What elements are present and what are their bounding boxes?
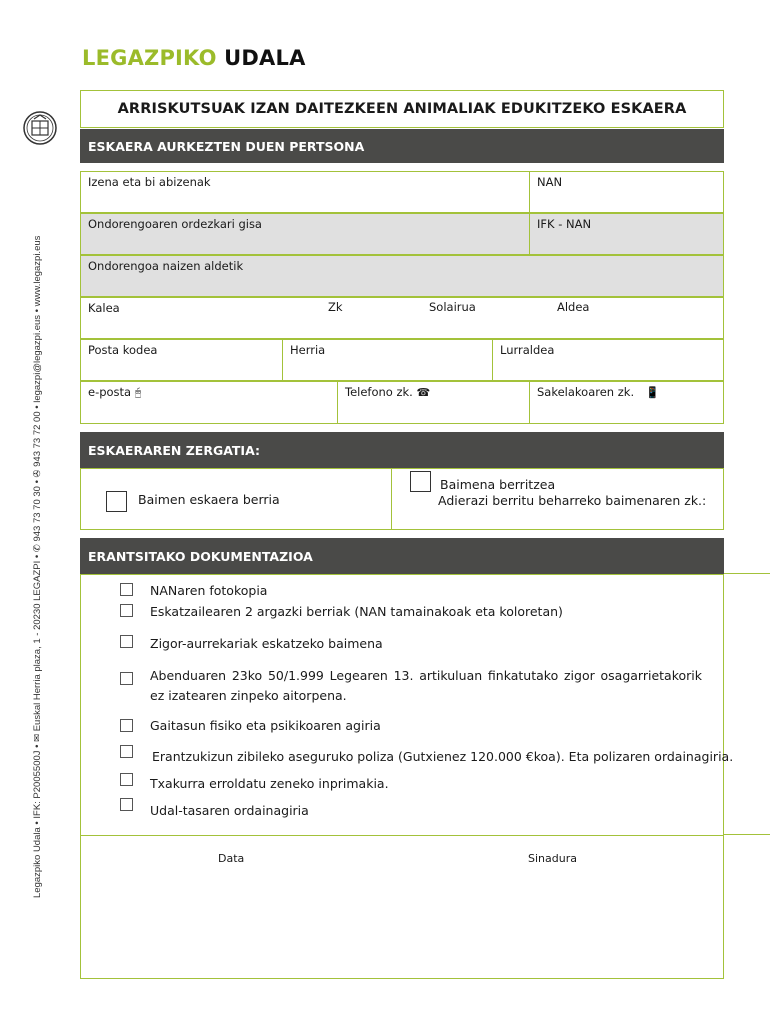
name-field[interactable]: Izena eta bi abizenak	[80, 171, 530, 213]
mouse-icon: 🖰	[134, 386, 142, 399]
extension-line	[724, 834, 770, 835]
new-request-label: Baimen eskaera berria	[138, 492, 280, 507]
doc-checkbox[interactable]	[120, 635, 133, 648]
capacity-field[interactable]: Ondorengoa naizen aldetik	[80, 255, 724, 297]
list-item: Udal-tasaren ordainagiria	[150, 803, 309, 818]
section-documents-header: ERANTSITAKO DOKUMENTAZIOA	[80, 538, 724, 574]
side-label: Aldea	[557, 300, 590, 314]
form-title-box	[80, 90, 724, 128]
mobile-phone-icon: 📱	[645, 386, 660, 399]
representative-field[interactable]: Ondorengoaren ordezkari gisa	[80, 213, 530, 255]
address-row[interactable]	[80, 297, 724, 339]
floor-label: Solairua	[429, 300, 476, 314]
municipality-logo	[82, 46, 306, 70]
ifk-nan-field[interactable]: IFK - NAN	[529, 213, 724, 255]
doc-checkbox[interactable]	[120, 798, 133, 811]
form-title: ARRISKUTSUAK IZAN DAITEZKEEN ANIMALIAK EDUKITZEKO ESKAERA	[117, 101, 687, 117]
nan-field[interactable]: NAN	[529, 171, 724, 213]
logo-part-2: UDALA	[224, 46, 306, 70]
mobile-field[interactable]: Sakelakoaren zk. 📱	[529, 381, 724, 424]
list-item: Zigor-aurrekariak eskatzeko baimena	[150, 636, 383, 651]
phone-field[interactable]: Telefono zk. ☎	[337, 381, 530, 424]
list-item: Txakurra erroldatu zeneko inprimakia.	[150, 776, 389, 791]
telephone-icon: ☎	[416, 386, 431, 399]
doc-checkbox[interactable]	[120, 719, 133, 732]
province-field[interactable]: Lurraldea	[492, 339, 724, 381]
list-item: NANaren fotokopia	[150, 583, 268, 598]
doc-checkbox[interactable]	[120, 745, 133, 758]
renewal-label: Baimena berritzea	[440, 477, 556, 492]
town-field[interactable]: Herria	[282, 339, 493, 381]
municipal-seal-icon	[22, 110, 58, 146]
doc-checkbox[interactable]	[120, 773, 133, 786]
signature-box[interactable]	[80, 835, 724, 979]
new-request-checkbox[interactable]	[106, 491, 127, 512]
email-field[interactable]: e-posta 🖰	[80, 381, 338, 424]
list-item: Erantzukizun zibileko aseguruko poliza (Gutxienez 120.000 €koa). Eta polizaren ordainagiria.	[152, 749, 734, 764]
number-label: Zk	[328, 300, 343, 314]
section-applicant-header: ESKAERA AURKEZTEN DUEN PERTSONA	[80, 129, 724, 163]
renewal-number-label: Adierazi berritu beharreko baimenaren zk.:	[438, 493, 707, 508]
date-label: Data	[218, 852, 245, 865]
doc-checkbox[interactable]	[120, 672, 133, 685]
contact-info-vertical: Legazpiko Udala • IFK: P2005500J • ✉ Euskal Herria plaza, 1 - 20230 LEGAZPI • ✆ 943 73 70 30 • ✇ 943 73 72 00 • legazpi@legazpi.eus • www.legazpi.eus	[32, 235, 43, 898]
logo-part-1: LEGAZPIKO	[82, 46, 217, 70]
signature-label: Sinadura	[528, 852, 577, 865]
list-item: Gaitasun fisiko eta psikikoaren agiria	[150, 718, 381, 733]
doc-checkbox[interactable]	[120, 583, 133, 596]
doc-checkbox[interactable]	[120, 604, 133, 617]
extension-line	[724, 573, 770, 574]
postcode-field[interactable]: Posta kodea	[80, 339, 283, 381]
list-item: Eskatzailearen 2 argazki berriak (NAN tamainakoak eta koloretan)	[150, 604, 563, 619]
renewal-checkbox[interactable]	[410, 471, 431, 492]
list-item: Abenduaren 23ko 50/1.999 Legearen 13. artikuluan finkatutako zigor osagarrietakorik ez izatearen zinpeko aitorpena.	[150, 668, 702, 703]
section-reason-header: ESKAERAREN ZERGATIA:	[80, 432, 724, 468]
street-label: Kalea	[88, 301, 120, 315]
